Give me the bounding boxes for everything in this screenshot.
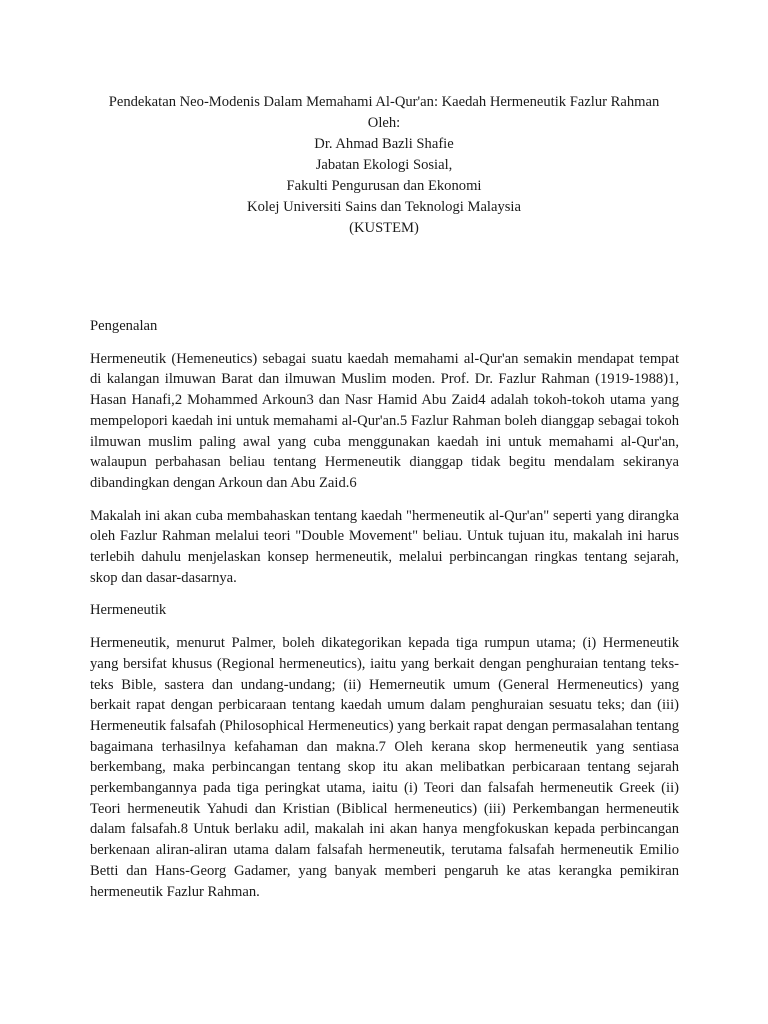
- paper-title: Pendekatan Neo-Modenis Dalam Memahami Al-Qur'an: Kaedah Hermeneutik Fazlur Rahman: [108, 94, 660, 110]
- document-body: [90, 316, 679, 914]
- section-heading-hermeneutik: Hermeneutik: [90, 602, 167, 619]
- author-faculty: Fakulti Pengurusan dan Ekonomi: [286, 178, 482, 194]
- paragraph: Makalah ini akan cuba membahaskan tentang kaedah "hermeneutik al-Qur'an" seperti yang dirangka oleh Fazlur Rahman melalui teori "Double Movement" beliau. Untuk tujuan itu, makalah ini harus terlebih dahulu menjelaskan konsep hermeneutik, melalui perbincangan ringkas tentang sejarah, skop dan dasar-dasarnya.: [90, 507, 679, 586]
- institution-acronym: (KUSTEM): [349, 220, 419, 236]
- author-name: Dr. Ahmad Bazli Shafie: [314, 136, 454, 152]
- author-department: Jabatan Ekologi Sosial,: [315, 157, 453, 173]
- author-institution: Kolej Universiti Sains dan Teknologi Malaysia: [247, 199, 521, 215]
- paragraph: Hermeneutik (Hemeneutics) sebagai suatu kaedah memahami al-Qur'an semakin mendapat tempat di kalangan ilmuwan Barat dan ilmuwan Muslim moden. Prof. Dr. Fazlur Rahman (1919-1988)1, Hasan Hanafi,2 Mohammed Arkoun3 dan Nasr Hamid Abu Zaid4 adalah tokoh-tokoh utama yang mempelopori kaedah ini untuk memahami al-Qur'an.5 Fazlur Rahman boleh dianggap sebagai tokoh ilmuwan muslim paling awal yang cuba menggunakan kaedah ini untuk memahami al-Qur'an, walaupun perbahasan beliau tentang Hermeneutik dianggap tidak begitu mendalam sekiranya dibandingkan dengan Arkoun dan Abu Zaid.6: [90, 350, 679, 491]
- paragraph: Hermeneutik, menurut Palmer, boleh dikategorikan kepada tiga rumpun utama; (i) Hermeneutik yang bersifat khusus (Regional hermeneutics), iaitu yang berkait dengan penghuraian tentang teks-teks Bible, sastera dan undang-undang; (ii) Hemerneutik umum (General Hermeneutics) yang berkait rapat dengan perbicaraan tentang kaedah umum dalam penghuraian sesuatu teks; dan (iii) Hermeneutik falsafah (Philosophical Hermeneutics) yang berkait rapat dengan permasalahan tentang bagaimana terhasilnya kefahaman dan makna.7 Oleh kerana skop hermeneutik yang sentiasa berkembang, maka perbincangan tentang skop itu akan melibatkan perbicaraan tentang sejarah perkembangannya pada tiga peringkat utama, iaitu (i) Teori dan falsafah hermeneutik Greek (ii) Teori hermeneutik Yahudi dan Kristian (Biblical hermeneutics) (iii) Perkembangan hermeneutik dalam falsafah.8 Untuk berlaku adil, makalah ini akan hanya mengfokuskan kepada perbincangan berkenaan aliran-aliran utama dalam falsafah hermeneutik, terutama falsafah hermeneutik Emilio Betti dan Hans-Georg Gadamer, yang banyak memberi pengaruh ke atas kerangka pemikiran hermeneutik Fazlur Rahman.: [90, 635, 679, 900]
- byline-label: Oleh:: [367, 115, 401, 131]
- section-heading-pengenalan: Pengenalan: [90, 318, 158, 334]
- title-block: [60, 92, 708, 239]
